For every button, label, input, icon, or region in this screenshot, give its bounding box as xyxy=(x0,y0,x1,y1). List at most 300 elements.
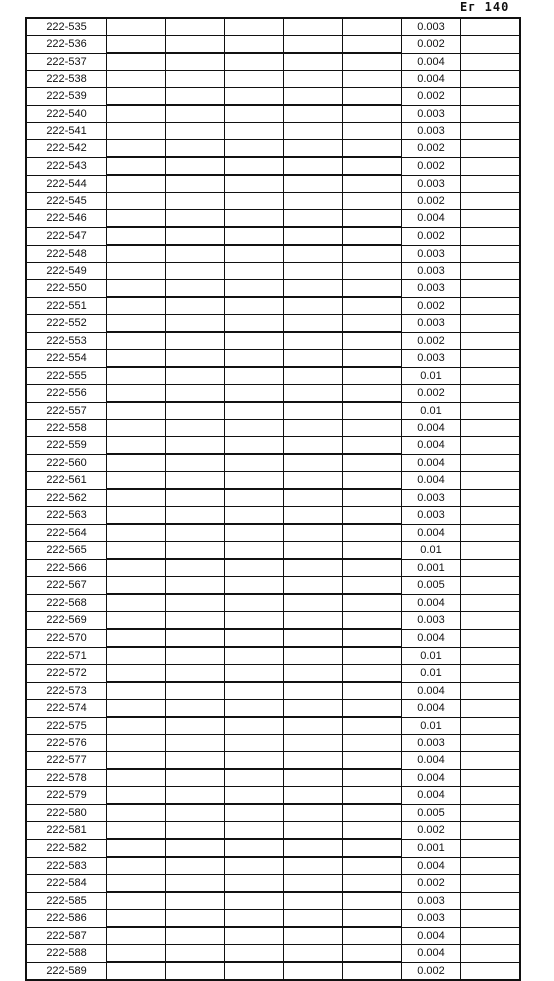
empty-cell xyxy=(461,647,521,665)
empty-cell xyxy=(166,507,225,525)
empty-cell xyxy=(461,71,521,88)
empty-cell xyxy=(225,647,284,665)
table-row xyxy=(26,559,520,577)
empty-cell xyxy=(166,245,225,263)
empty-cell xyxy=(107,910,166,928)
table-row xyxy=(26,437,520,455)
value-cell: 0.004 xyxy=(402,524,461,542)
empty-cell xyxy=(107,787,166,805)
empty-cell xyxy=(343,612,402,630)
value-cell: 0.004 xyxy=(402,787,461,805)
empty-cell xyxy=(166,857,225,875)
empty-cell xyxy=(107,769,166,787)
table-row xyxy=(26,927,520,945)
empty-cell xyxy=(461,612,521,630)
empty-cell xyxy=(225,559,284,577)
empty-cell xyxy=(225,787,284,805)
empty-cell xyxy=(225,700,284,718)
empty-cell xyxy=(225,769,284,787)
empty-cell xyxy=(107,280,166,298)
sample-id-cell: 222-568 xyxy=(26,594,107,612)
empty-cell xyxy=(343,787,402,805)
table-row xyxy=(26,332,520,350)
table-row xyxy=(26,962,520,980)
table-row xyxy=(26,752,520,770)
empty-cell xyxy=(225,489,284,507)
empty-cell xyxy=(107,472,166,490)
empty-cell xyxy=(225,36,284,54)
empty-cell xyxy=(343,962,402,980)
empty-cell xyxy=(225,857,284,875)
empty-cell xyxy=(225,157,284,175)
empty-cell xyxy=(461,123,521,140)
value-cell: 0.004 xyxy=(402,857,461,875)
empty-cell xyxy=(107,210,166,228)
empty-cell xyxy=(461,402,521,420)
table-row xyxy=(26,36,520,54)
empty-cell xyxy=(284,489,343,507)
empty-cell xyxy=(107,263,166,280)
empty-cell xyxy=(107,507,166,525)
value-cell: 0.01 xyxy=(402,647,461,665)
empty-cell xyxy=(225,612,284,630)
empty-cell xyxy=(461,420,521,437)
table-row xyxy=(26,717,520,735)
empty-cell xyxy=(107,350,166,368)
empty-cell xyxy=(343,123,402,140)
empty-cell xyxy=(107,612,166,630)
value-cell: 0.002 xyxy=(402,297,461,315)
empty-cell xyxy=(284,717,343,735)
empty-cell xyxy=(225,53,284,71)
data-table xyxy=(25,17,521,981)
table-row xyxy=(26,612,520,630)
empty-cell xyxy=(107,927,166,945)
empty-cell xyxy=(461,175,521,193)
table-row xyxy=(26,140,520,158)
empty-cell xyxy=(461,105,521,123)
empty-cell xyxy=(107,88,166,106)
table-row xyxy=(26,769,520,787)
empty-cell xyxy=(284,402,343,420)
sample-id-cell: 222-582 xyxy=(26,839,107,857)
empty-cell xyxy=(225,577,284,595)
empty-cell xyxy=(107,123,166,140)
empty-cell xyxy=(107,36,166,54)
table-row xyxy=(26,420,520,437)
empty-cell xyxy=(343,280,402,298)
empty-cell xyxy=(107,577,166,595)
value-cell: 0.01 xyxy=(402,367,461,385)
empty-cell xyxy=(166,612,225,630)
empty-cell xyxy=(343,489,402,507)
empty-cell xyxy=(343,297,402,315)
empty-cell xyxy=(225,682,284,700)
empty-cell xyxy=(343,88,402,106)
empty-cell xyxy=(284,280,343,298)
empty-cell xyxy=(166,36,225,54)
empty-cell xyxy=(107,157,166,175)
table-row xyxy=(26,577,520,595)
empty-cell xyxy=(343,822,402,840)
table-row xyxy=(26,385,520,403)
empty-cell xyxy=(166,910,225,928)
table-row xyxy=(26,367,520,385)
empty-cell xyxy=(225,71,284,88)
empty-cell xyxy=(461,629,521,647)
empty-cell xyxy=(461,717,521,735)
table-row xyxy=(26,629,520,647)
sample-id-cell: 222-552 xyxy=(26,315,107,333)
empty-cell xyxy=(461,140,521,158)
empty-cell xyxy=(461,263,521,280)
empty-cell xyxy=(343,36,402,54)
sample-id-cell: 222-538 xyxy=(26,71,107,88)
table-row xyxy=(26,280,520,298)
empty-cell xyxy=(225,402,284,420)
value-cell: 0.002 xyxy=(402,822,461,840)
sample-id-cell: 222-546 xyxy=(26,210,107,228)
table-row xyxy=(26,892,520,910)
empty-cell xyxy=(343,193,402,210)
sample-id-cell: 222-586 xyxy=(26,910,107,928)
empty-cell xyxy=(343,752,402,770)
value-cell: 0.002 xyxy=(402,227,461,245)
empty-cell xyxy=(166,18,225,36)
empty-cell xyxy=(166,263,225,280)
value-cell: 0.003 xyxy=(402,315,461,333)
empty-cell xyxy=(225,735,284,752)
sample-id-cell: 222-550 xyxy=(26,280,107,298)
empty-cell xyxy=(166,875,225,893)
sample-id-cell: 222-548 xyxy=(26,245,107,263)
empty-cell xyxy=(107,542,166,560)
empty-cell xyxy=(284,804,343,822)
empty-cell xyxy=(107,193,166,210)
empty-cell xyxy=(343,315,402,333)
empty-cell xyxy=(343,332,402,350)
empty-cell xyxy=(284,123,343,140)
empty-cell xyxy=(284,524,343,542)
empty-cell xyxy=(461,752,521,770)
table-row xyxy=(26,227,520,245)
table-row xyxy=(26,263,520,280)
empty-cell xyxy=(461,892,521,910)
empty-cell xyxy=(284,210,343,228)
sample-id-cell: 222-573 xyxy=(26,682,107,700)
value-cell: 0.01 xyxy=(402,402,461,420)
table-row xyxy=(26,665,520,683)
table-row xyxy=(26,735,520,752)
empty-cell xyxy=(343,804,402,822)
empty-cell xyxy=(461,875,521,893)
empty-cell xyxy=(284,822,343,840)
empty-cell xyxy=(225,910,284,928)
empty-cell xyxy=(166,315,225,333)
empty-cell xyxy=(166,822,225,840)
empty-cell xyxy=(284,71,343,88)
empty-cell xyxy=(343,910,402,928)
sample-id-cell: 222-585 xyxy=(26,892,107,910)
empty-cell xyxy=(166,140,225,158)
table-row xyxy=(26,210,520,228)
empty-cell xyxy=(343,71,402,88)
empty-cell xyxy=(107,717,166,735)
empty-cell xyxy=(225,437,284,455)
empty-cell xyxy=(107,454,166,472)
empty-cell xyxy=(284,420,343,437)
table-row xyxy=(26,524,520,542)
table-body xyxy=(26,18,520,980)
table-row xyxy=(26,53,520,71)
empty-cell xyxy=(461,157,521,175)
empty-cell xyxy=(225,193,284,210)
table-row xyxy=(26,910,520,928)
empty-cell xyxy=(225,420,284,437)
empty-cell xyxy=(107,804,166,822)
empty-cell xyxy=(166,105,225,123)
table-row xyxy=(26,682,520,700)
empty-cell xyxy=(166,193,225,210)
value-cell: 0.004 xyxy=(402,53,461,71)
empty-cell xyxy=(461,559,521,577)
empty-cell xyxy=(166,717,225,735)
sample-id-cell: 222-574 xyxy=(26,700,107,718)
empty-cell xyxy=(343,367,402,385)
value-cell: 0.002 xyxy=(402,962,461,980)
empty-cell xyxy=(166,454,225,472)
empty-cell xyxy=(284,18,343,36)
empty-cell xyxy=(166,367,225,385)
empty-cell xyxy=(461,962,521,980)
value-cell: 0.001 xyxy=(402,559,461,577)
empty-cell xyxy=(225,629,284,647)
empty-cell xyxy=(461,350,521,368)
sample-id-cell: 222-584 xyxy=(26,875,107,893)
sample-id-cell: 222-581 xyxy=(26,822,107,840)
empty-cell xyxy=(343,227,402,245)
table-row xyxy=(26,88,520,106)
empty-cell xyxy=(166,647,225,665)
empty-cell xyxy=(166,804,225,822)
table-row xyxy=(26,804,520,822)
empty-cell xyxy=(343,53,402,71)
empty-cell xyxy=(343,263,402,280)
empty-cell xyxy=(284,612,343,630)
sample-id-cell: 222-583 xyxy=(26,857,107,875)
empty-cell xyxy=(107,71,166,88)
empty-cell xyxy=(166,332,225,350)
table-row xyxy=(26,857,520,875)
empty-cell xyxy=(225,210,284,228)
table-row xyxy=(26,700,520,718)
empty-cell xyxy=(343,735,402,752)
empty-cell xyxy=(284,752,343,770)
empty-cell xyxy=(284,857,343,875)
sample-id-cell: 222-579 xyxy=(26,787,107,805)
empty-cell xyxy=(284,962,343,980)
empty-cell xyxy=(461,857,521,875)
empty-cell xyxy=(166,559,225,577)
table-row xyxy=(26,193,520,210)
empty-cell xyxy=(284,140,343,158)
value-cell: 0.003 xyxy=(402,350,461,368)
empty-cell xyxy=(107,752,166,770)
empty-cell xyxy=(461,524,521,542)
empty-cell xyxy=(107,437,166,455)
value-cell: 0.003 xyxy=(402,892,461,910)
empty-cell xyxy=(461,437,521,455)
empty-cell xyxy=(225,927,284,945)
empty-cell xyxy=(225,875,284,893)
empty-cell xyxy=(284,892,343,910)
value-cell: 0.004 xyxy=(402,629,461,647)
table-row xyxy=(26,472,520,490)
empty-cell xyxy=(284,629,343,647)
empty-cell xyxy=(343,140,402,158)
value-cell: 0.005 xyxy=(402,804,461,822)
sample-id-cell: 222-567 xyxy=(26,577,107,595)
empty-cell xyxy=(461,735,521,752)
table-row xyxy=(26,822,520,840)
page-number-label: Ег 140 xyxy=(460,0,510,14)
empty-cell xyxy=(343,350,402,368)
empty-cell xyxy=(107,315,166,333)
empty-cell xyxy=(225,472,284,490)
sample-id-cell: 222-557 xyxy=(26,402,107,420)
value-cell: 0.002 xyxy=(402,88,461,106)
sample-id-cell: 222-561 xyxy=(26,472,107,490)
empty-cell xyxy=(343,945,402,963)
empty-cell xyxy=(284,542,343,560)
empty-cell xyxy=(166,945,225,963)
empty-cell xyxy=(343,175,402,193)
value-cell: 0.004 xyxy=(402,210,461,228)
table-row xyxy=(26,315,520,333)
empty-cell xyxy=(166,210,225,228)
value-cell: 0.003 xyxy=(402,280,461,298)
value-cell: 0.003 xyxy=(402,507,461,525)
empty-cell xyxy=(107,839,166,857)
empty-cell xyxy=(343,245,402,263)
empty-cell xyxy=(166,629,225,647)
empty-cell xyxy=(166,892,225,910)
empty-cell xyxy=(225,123,284,140)
empty-cell xyxy=(343,420,402,437)
value-cell: 0.004 xyxy=(402,454,461,472)
value-cell: 0.003 xyxy=(402,910,461,928)
empty-cell xyxy=(284,682,343,700)
empty-cell xyxy=(284,665,343,683)
value-cell: 0.002 xyxy=(402,36,461,54)
empty-cell xyxy=(461,245,521,263)
empty-cell xyxy=(284,297,343,315)
sample-id-cell: 222-535 xyxy=(26,18,107,36)
empty-cell xyxy=(461,18,521,36)
empty-cell xyxy=(284,367,343,385)
empty-cell xyxy=(343,105,402,123)
empty-cell xyxy=(343,402,402,420)
empty-cell xyxy=(107,53,166,71)
empty-cell xyxy=(284,454,343,472)
empty-cell xyxy=(225,892,284,910)
sample-id-cell: 222-577 xyxy=(26,752,107,770)
value-cell: 0.003 xyxy=(402,489,461,507)
table-row xyxy=(26,157,520,175)
table-row xyxy=(26,875,520,893)
value-cell: 0.01 xyxy=(402,717,461,735)
empty-cell xyxy=(343,437,402,455)
empty-cell xyxy=(107,822,166,840)
empty-cell xyxy=(107,245,166,263)
empty-cell xyxy=(107,962,166,980)
empty-cell xyxy=(461,472,521,490)
empty-cell xyxy=(166,385,225,403)
empty-cell xyxy=(343,927,402,945)
empty-cell xyxy=(343,507,402,525)
empty-cell xyxy=(284,36,343,54)
table-row xyxy=(26,542,520,560)
empty-cell xyxy=(166,280,225,298)
value-cell: 0.004 xyxy=(402,769,461,787)
empty-cell xyxy=(107,629,166,647)
sample-id-cell: 222-587 xyxy=(26,927,107,945)
empty-cell xyxy=(166,962,225,980)
value-cell: 0.004 xyxy=(402,437,461,455)
empty-cell xyxy=(461,507,521,525)
empty-cell xyxy=(461,227,521,245)
empty-cell xyxy=(461,280,521,298)
table-row xyxy=(26,18,520,36)
empty-cell xyxy=(343,629,402,647)
empty-cell xyxy=(166,524,225,542)
empty-cell xyxy=(343,210,402,228)
sample-id-cell: 222-570 xyxy=(26,629,107,647)
value-cell: 0.004 xyxy=(402,945,461,963)
empty-cell xyxy=(343,892,402,910)
table-row xyxy=(26,123,520,140)
value-cell: 0.003 xyxy=(402,175,461,193)
empty-cell xyxy=(225,280,284,298)
empty-cell xyxy=(343,472,402,490)
sample-id-cell: 222-576 xyxy=(26,735,107,752)
empty-cell xyxy=(284,787,343,805)
table-row xyxy=(26,350,520,368)
empty-cell xyxy=(343,18,402,36)
empty-cell xyxy=(166,227,225,245)
empty-cell xyxy=(284,332,343,350)
empty-cell xyxy=(107,140,166,158)
empty-cell xyxy=(284,910,343,928)
empty-cell xyxy=(284,875,343,893)
sample-id-cell: 222-545 xyxy=(26,193,107,210)
empty-cell xyxy=(225,804,284,822)
empty-cell xyxy=(225,594,284,612)
empty-cell xyxy=(343,769,402,787)
empty-cell xyxy=(225,140,284,158)
empty-cell xyxy=(284,245,343,263)
empty-cell xyxy=(107,402,166,420)
empty-cell xyxy=(107,385,166,403)
empty-cell xyxy=(461,193,521,210)
value-cell: 0.005 xyxy=(402,577,461,595)
empty-cell xyxy=(166,594,225,612)
sample-id-cell: 222-571 xyxy=(26,647,107,665)
empty-cell xyxy=(461,665,521,683)
empty-cell xyxy=(284,385,343,403)
empty-cell xyxy=(107,332,166,350)
empty-cell xyxy=(461,297,521,315)
